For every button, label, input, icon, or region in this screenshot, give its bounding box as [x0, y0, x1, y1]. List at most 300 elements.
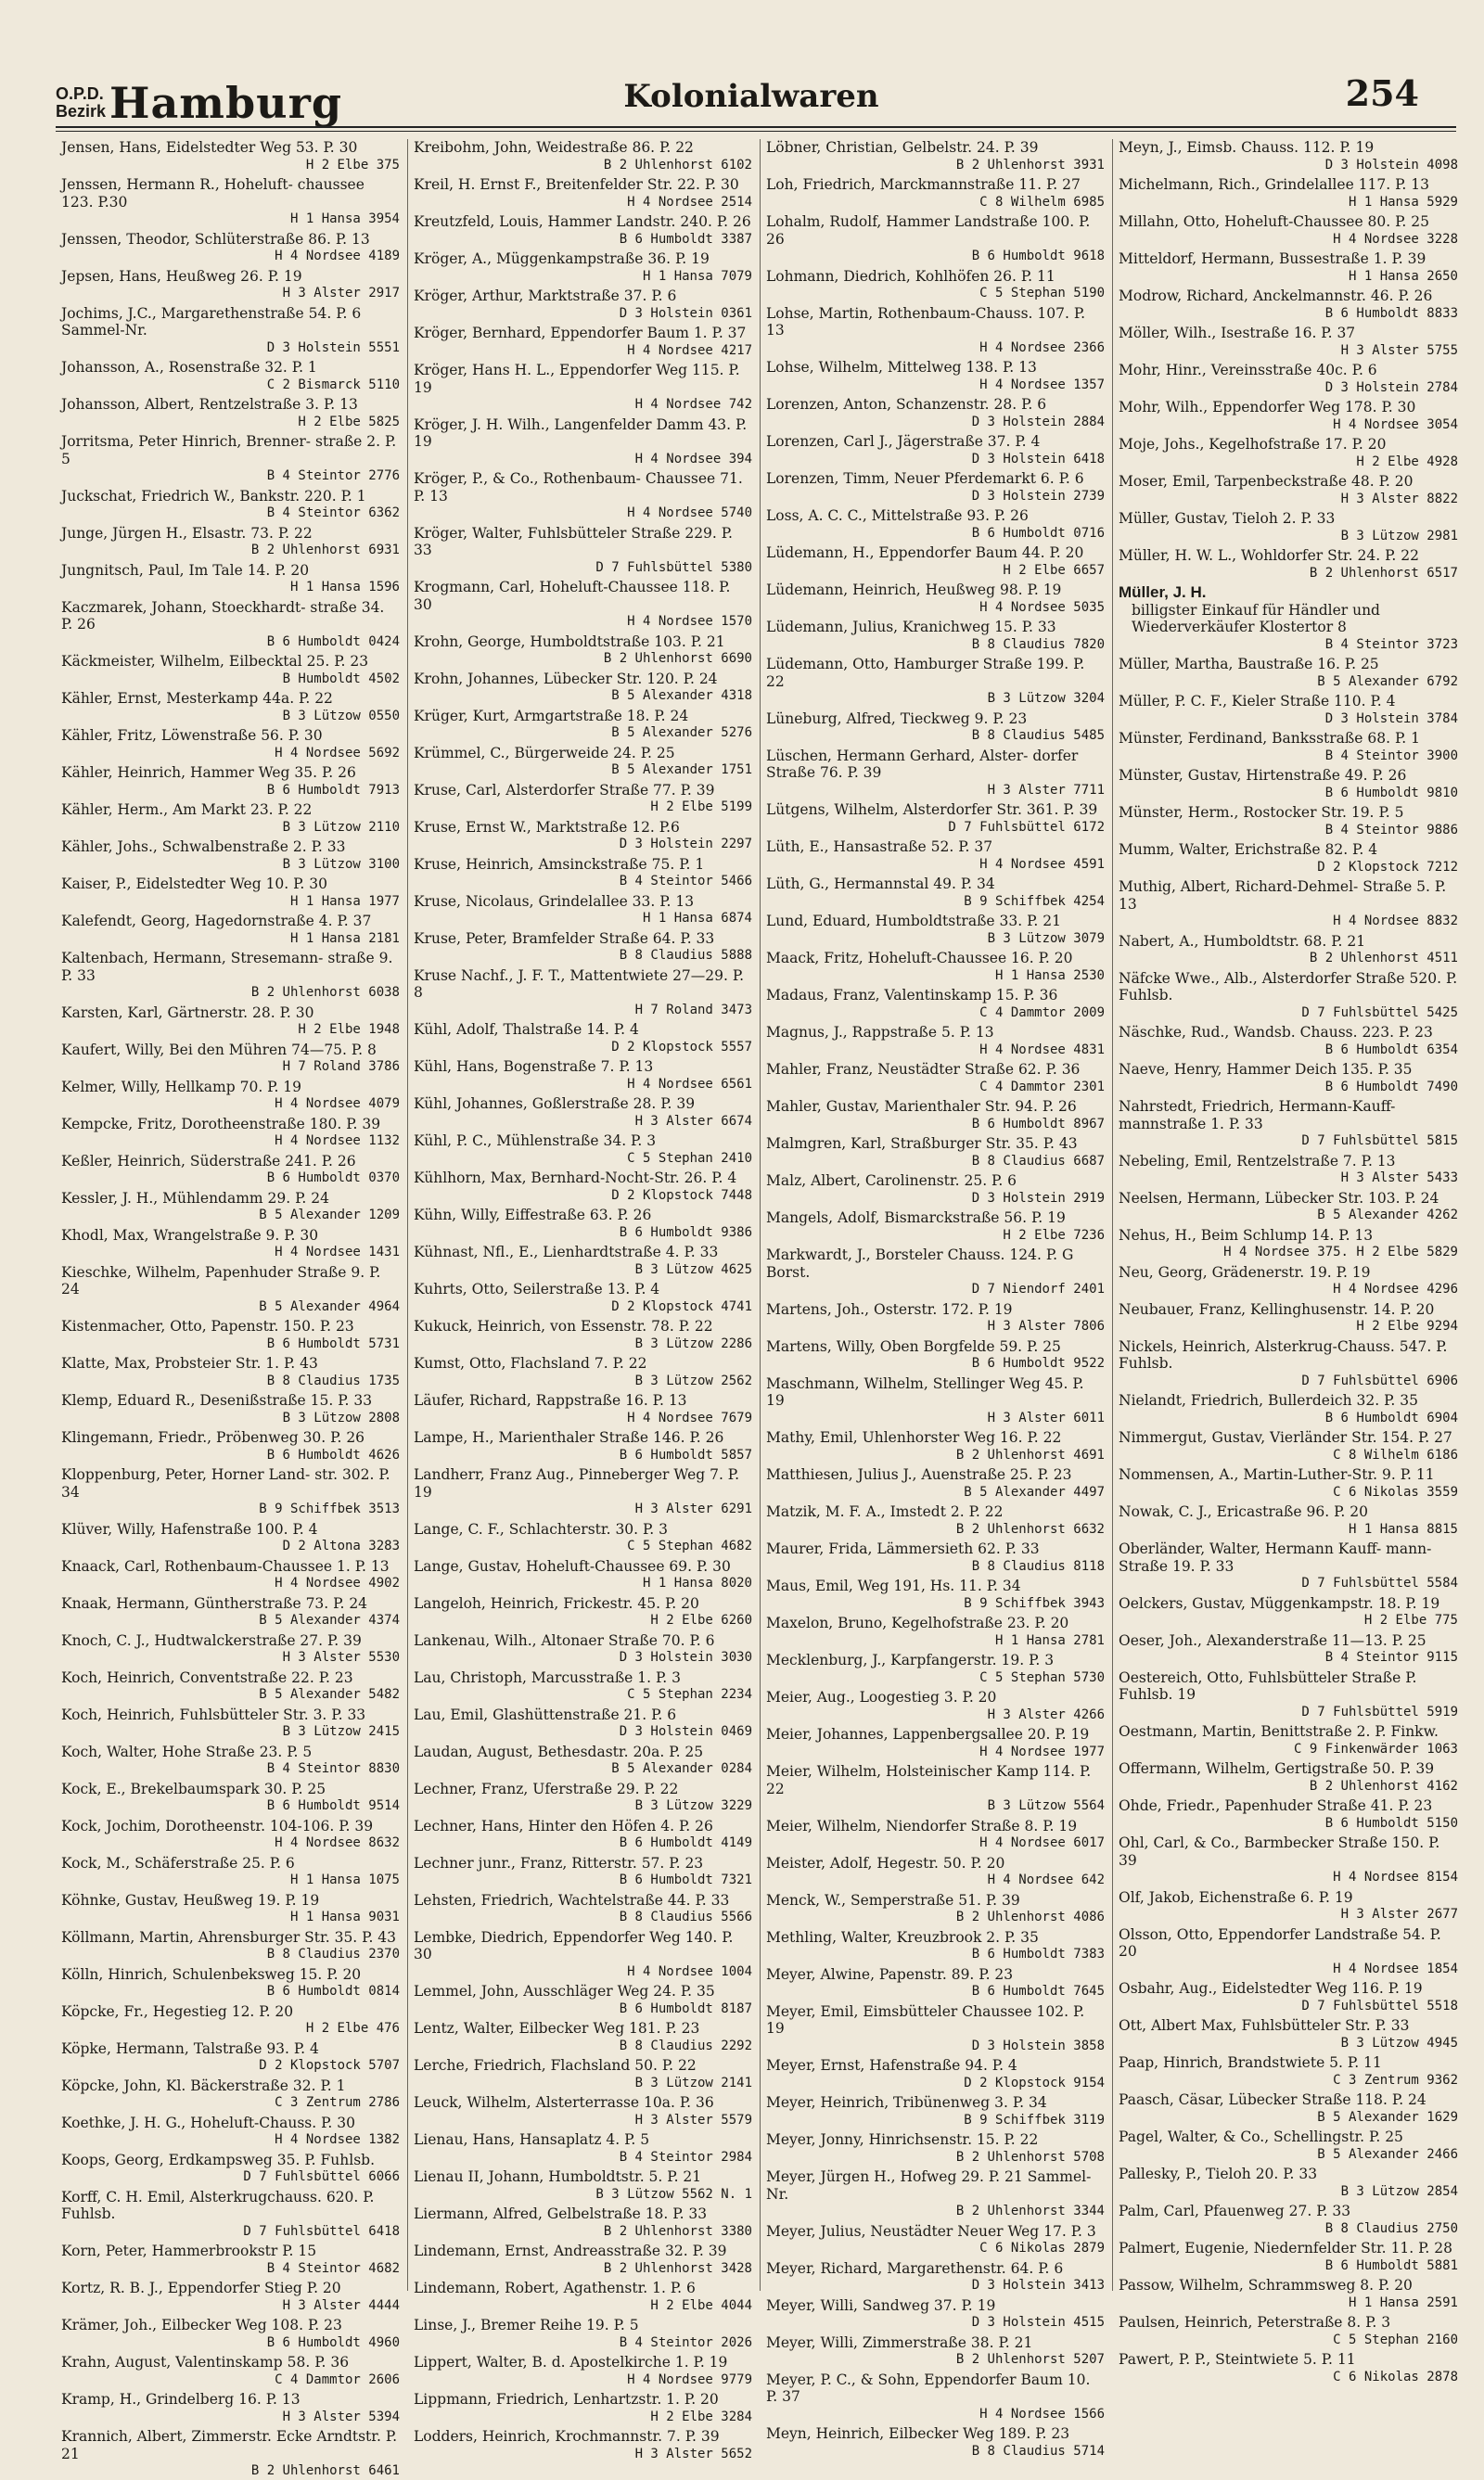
entry-name: Müller, J. H.: [1119, 583, 1207, 601]
entry-phone: H 4 Nordsee 642: [987, 1873, 1105, 1887]
entry-name: Mohr, Wilh., Eppendorfer Weg 178.: [1119, 399, 1377, 415]
entry-address: str. 302. P. 34: [61, 1466, 390, 1501]
entry-address: P. 25: [1395, 213, 1430, 230]
entry-name: Lorenzen, Anton, Schanzenstr. 28.: [766, 396, 1017, 413]
directory-entry: [766, 801, 1105, 836]
entry-name: Kortz, R. B. J., Eppendorfer Stieg: [61, 2280, 302, 2296]
entry-address: P. 19: [1388, 1980, 1423, 1997]
entry-address: P. 39: [692, 2243, 727, 2259]
directory-entry: [766, 2260, 1105, 2295]
entry-phone: B 3 Lützow 2286: [634, 1336, 752, 1351]
directory-entry: [414, 745, 752, 779]
entry-name: Lindemann, Ernst, Andreasstraße 32.: [414, 2243, 688, 2259]
entry-name: Neubauer, Franz, Kellinghusenstr.: [1119, 1300, 1369, 1318]
entry-phone: H 4 Nordsee 7679: [627, 1410, 752, 1425]
entry-name: Krümmel, C., Bürgerweide 24. P. 25: [414, 744, 675, 761]
entry-address: P. 34: [1012, 2094, 1047, 2111]
directory-entry: [61, 1707, 400, 1741]
entry-phone: B 8 Claudius 2750: [1324, 2220, 1458, 2236]
directory-entry: [414, 1281, 752, 1315]
entry-name: Kähler, Fritz, Löwenstraße 56. P. 30: [61, 727, 323, 744]
entry-name: Nehus, H., Beim Schlump 14. P. 13: [1119, 1226, 1374, 1244]
directory-entry: [414, 1392, 752, 1426]
entry-phone: B 4 Steintor 2776: [266, 468, 400, 483]
entry-name: Koch, Heinrich, Conventstraße 22.: [61, 1668, 314, 1686]
entry-name: Lippmann, Friedrich, Lenhartzstr. 1.: [414, 2391, 680, 2408]
entry-phone: B 2 Uhlenhorst 4162: [1309, 1778, 1458, 1794]
directory-entry: [61, 1466, 400, 1518]
entry-phone: B 4 Steintor 6362: [266, 505, 400, 520]
directory-entry: [414, 1318, 752, 1352]
directory-entry: [766, 1338, 1105, 1373]
directory-entry: [1119, 730, 1458, 764]
entry-phone: D 7 Fuhlsbüttel 6066: [243, 2169, 400, 2184]
entry-address: P. 20: [1378, 473, 1414, 490]
entry-address: 118. P. 30: [414, 579, 731, 613]
entry-name: Lohmann, Diedrich, Kohlhöfen 26.: [766, 267, 1017, 285]
directory-entry: [766, 913, 1105, 947]
directory-entry: [1119, 1834, 1458, 1886]
entry-address: 18. P. 19: [1377, 1594, 1440, 1612]
directory-entry: [414, 1983, 752, 2017]
entry-phone: B 3 Lützow 2854: [1340, 2183, 1458, 2199]
directory-entry: [61, 1744, 400, 1778]
directory-entry: [414, 1207, 752, 1241]
directory-entry: [414, 1095, 752, 1130]
entry-name: Markwardt, J., Borsteler Chauss. 124.: [766, 1246, 1042, 1263]
entry-phone: B 3 Lützow 5562 N. 1: [595, 2186, 752, 2202]
entry-phone: B 9 Schiffbek 4254: [964, 893, 1105, 909]
entry-name: Krogmann, Carl, Hoheluft-Chaussee: [414, 579, 678, 595]
entry-name: Kock, Jochim, Dorotheenstr. 104-106.: [61, 1817, 335, 1834]
entry-address: Baum 1. P. 37: [646, 325, 747, 341]
directory-entry: [766, 2094, 1105, 2128]
entry-address: P. 6: [1021, 396, 1047, 413]
entry-phone: B 5 Alexander 6792: [1317, 673, 1458, 689]
entry-name: Kähler, Herm., Am Markt 23. P. 22: [61, 801, 313, 818]
entry-phone: H 4 Nordsee 3228: [1333, 231, 1458, 247]
entry-phone: B 3 Lützow 3100: [282, 856, 400, 872]
directory-entry: [61, 876, 400, 910]
entry-name: Lüneburg, Alfred, Tieckweg 9. P. 23: [766, 709, 1028, 727]
entry-phone: H 3 Alster 5652: [634, 2446, 752, 2461]
entry-address: P. 20: [306, 2280, 341, 2296]
entry-address: P. 23: [308, 2317, 342, 2333]
entry-phone: H 4 Nordsee 1977: [979, 1744, 1105, 1759]
entry-phone: H 4 Nordsee 4217: [627, 342, 752, 358]
entry-phone: H 4 Nordsee 742: [634, 397, 752, 412]
entry-name: Lau, Christoph, Marcusstraße 1. P. 3: [414, 1668, 681, 1686]
entry-phone: H 4 Nordsee 375. H 2 Elbe 5829: [1223, 1245, 1458, 1259]
entry-phone: H 4 Nordsee 1132: [275, 1133, 400, 1148]
entry-phone: B 5 Alexander 1209: [259, 1208, 400, 1222]
entry-address: 547. P. Fuhlsb.: [1119, 1337, 1448, 1372]
directory-entry: [1119, 325, 1458, 359]
directory-entry: [766, 1892, 1105, 1926]
entry-phone: C 4 Dammtor 2009: [979, 1004, 1105, 1020]
entry-phone: H 1 Hansa 5929: [1348, 194, 1458, 210]
entry-address: P. 20: [684, 2391, 719, 2408]
entry-name: Meyn, J., Eimsb. Chauss. 112. P. 19: [1119, 139, 1375, 156]
entry-name: Mahler, Franz, Neustädter Straße 62.: [766, 1061, 1042, 1078]
entry-phone: B 2 Uhlenhorst 6461: [250, 2463, 400, 2478]
directory-entry: [1119, 1632, 1458, 1667]
entry-address: P. 22: [659, 139, 694, 156]
directory-entry: [766, 2297, 1105, 2332]
entry-name: Meyer, Emil, Eimsbütteler Chaussee: [766, 2002, 1032, 2020]
directory-entry: [414, 250, 752, 285]
entry-phone: B 3 Lützow 3229: [634, 1798, 752, 1813]
entry-name: Klingemann, Friedr., Pröbenweg 30.: [61, 1429, 326, 1446]
entry-name: Olf, Jakob, Eichenstraße 6. P. 19: [1119, 1888, 1353, 1906]
entry-address: 620. P. Fuhlsb.: [61, 2188, 375, 2222]
entry-name: Matthiesen, Julius J., Auenstraße 25.: [766, 1466, 1033, 1483]
directory-entry: [414, 2020, 752, 2054]
directory-entry: [414, 1892, 752, 1926]
entry-phone: D 7 Fuhlsbüttel 5584: [1301, 1576, 1458, 1591]
directory-entry: [766, 1689, 1105, 1723]
directory-entry: [766, 1503, 1105, 1538]
directory-entry: [414, 2391, 752, 2425]
entry-name: Kessler, J. H., Mühlendamm 29.: [61, 1189, 291, 1207]
directory-entry: [61, 1153, 400, 1187]
entry-name: Kock, E., Brekelbaumspark 30. P. 25: [61, 1780, 326, 1797]
directory-entry: [61, 396, 400, 430]
entry-name: Müller, P. C. F., Kieler Straße 110.: [1119, 693, 1366, 709]
directory-entry: [1119, 1466, 1458, 1501]
directory-entry: [1119, 288, 1458, 322]
directory-entry: [766, 1429, 1105, 1464]
entry-address: P. 23: [318, 1668, 353, 1686]
directory-entry: [766, 213, 1105, 265]
entry-name: Mumm, Walter, Erichstraße 82. P. 4: [1119, 841, 1378, 858]
entry-name: Kröger, Walter, Fuhlsbütteler Straße: [414, 524, 681, 542]
entry-phone: D 3 Holstein 3858: [971, 2038, 1105, 2053]
directory-entry: [1119, 1889, 1458, 1924]
entry-name: Lampe, H., Marienthaler Straße 146.: [414, 1429, 685, 1446]
directory-entry: [414, 325, 752, 359]
entry-phone: H 3 Alster 7711: [987, 782, 1105, 798]
directory-entry: [766, 1375, 1105, 1427]
directory-entry: [414, 1244, 752, 1278]
entry-name: Lienau II, Johann, Humboldtstr. 5.: [414, 2168, 663, 2185]
entry-phone: B 6 Humboldt 0716: [971, 525, 1105, 541]
entry-address: P. 33: [680, 929, 715, 947]
directory-entry: [61, 2040, 400, 2075]
directory-entry: [766, 507, 1105, 542]
directory-entry: [766, 876, 1105, 910]
entry-address: 100. P. 26: [766, 213, 1091, 248]
entry-address: P. 35: [680, 1983, 715, 2000]
directory-entry: [766, 2003, 1105, 2055]
entry-name: Madaus, Franz, Valentinskamp 15.: [766, 987, 1019, 1004]
entry-phone: B 6 Humboldt 8833: [1324, 305, 1458, 321]
directory-entry: [1119, 399, 1458, 433]
entry-name: Nabert, A., Humboldtstr. 68. P. 21: [1119, 932, 1366, 950]
entry-phone: C 4 Dammtor 2301: [979, 1079, 1105, 1094]
directory-entry: [61, 1892, 400, 1926]
entry-name: Neelsen, Hermann, Lübecker Str. 103.: [1119, 1189, 1401, 1207]
entry-phone: B 2 Uhlenhorst 3931: [955, 157, 1105, 173]
entry-phone: B 5 Alexander 5482: [259, 1687, 400, 1702]
entry-name: Martens, Joh., Osterstr. 172. P. 19: [766, 1300, 1013, 1318]
entry-address: P. 21: [690, 633, 725, 650]
directory-entry: [1119, 2351, 1458, 2385]
entry-address: P. 26: [321, 764, 356, 781]
entry-name: Köpke, Hermann, Talstraße 93. P. 4: [61, 2039, 319, 2057]
entry-name: Keßler, Heinrich, Süderstraße 241.: [61, 1152, 317, 1170]
entry-address: P. 33: [311, 838, 346, 855]
entry-phone: H 1 Hansa 9031: [289, 1910, 400, 1924]
entry-phone: D 3 Holstein 2919: [971, 1190, 1105, 1206]
entry-name: Oberländer, Walter, Hermann Kauff-: [1119, 1540, 1382, 1557]
entry-phone: H 3 Alster 2917: [282, 286, 400, 300]
entry-name: Krüger, Kurt, Armgartstraße 18.: [414, 707, 650, 724]
entry-name: Naeve, Henry, Hammer Deich 135.: [1119, 1061, 1374, 1078]
directory-entry: [61, 2280, 400, 2314]
entry-address: mann-Straße 19. P. 33: [1119, 1540, 1432, 1575]
entry-phone: B 6 Humboldt 9386: [619, 1224, 752, 1240]
directory-entry: [766, 359, 1105, 393]
directory-entry: [766, 1615, 1105, 1649]
directory-entry: [766, 1061, 1105, 1095]
entry-phone: D 7 Fuhlsbüttel 5425: [1301, 1004, 1458, 1020]
entry-phone: D 2 Klopstock 5557: [611, 1039, 752, 1055]
entry-address: Fuhlsb.: [320, 2151, 375, 2168]
entry-address: straße 2. P. 5: [61, 433, 397, 467]
entry-name: Kock, M., Schäferstraße 25. P. 6: [61, 1854, 295, 1872]
directory-entry: [766, 1818, 1105, 1852]
entry-phone: H 4 Nordsee 1004: [627, 1963, 752, 1979]
entry-phone: H 1 Hansa 1075: [289, 1873, 400, 1887]
entry-phone: D 2 Klopstock 5707: [259, 2058, 400, 2073]
directory-entry: [414, 2243, 752, 2277]
entry-name: Lechner junr., Franz, Ritterstr. 57.: [414, 1854, 665, 1872]
entry-phone: H 1 Hansa 2650: [1348, 268, 1458, 284]
entry-address: P. 24: [683, 670, 718, 687]
entry-name: Klüver, Willy, Hafenstraße 100. P. 4: [61, 1520, 318, 1538]
directory-entry: [1119, 1190, 1458, 1224]
directory-entry: [61, 1521, 400, 1555]
entry-name: Langeloh, Heinrich, Frickestr. 45.: [414, 1594, 661, 1612]
entry-name: Meyer, Richard, Margarethenstr. 64.: [766, 2259, 1034, 2277]
entry-name: Kähler, Ernst, Mesterkamp 44a. P. 22: [61, 690, 333, 707]
directory-entry: [414, 1707, 752, 1741]
entry-address: P. 36: [1045, 1061, 1081, 1078]
entry-name: Lange, C. F., Schlachterstr. 30. P. 3: [414, 1520, 669, 1538]
directory-entry: [1119, 970, 1458, 1022]
entry-phone: B 6 Humboldt 9522: [971, 1356, 1105, 1371]
entry-name: Leuck, Wilhelm, Alsterterrasse 10a.: [414, 2094, 675, 2111]
entry-phone: C 8 Wilhelm 6186: [1333, 1447, 1458, 1463]
directory-entry: [766, 2223, 1105, 2257]
entry-phone: H 4 Nordsee 6017: [979, 1835, 1105, 1850]
directory-entry: [414, 470, 752, 522]
directory-entry: [414, 2057, 752, 2091]
entry-name: Malz, Albert, Carolinenstr. 25. P. 6: [766, 1172, 1017, 1189]
entry-phone: B 6 Humboldt 8187: [619, 2001, 752, 2016]
entry-phone: H 4 Nordsee 3054: [1333, 416, 1458, 432]
entry-address: P. 26: [1372, 767, 1407, 784]
entry-phone: B 2 Uhlenhorst 6517: [1309, 565, 1458, 581]
directory-entry: [61, 1116, 400, 1150]
entry-name: Paulsen, Heinrich, Peterstraße 8.: [1119, 2314, 1362, 2331]
entry-phone: B 3 Lützow 2562: [634, 1373, 752, 1388]
entry-address: 44. P. 20: [1021, 544, 1084, 561]
entry-address: P. Finkw.: [1375, 1723, 1439, 1740]
entry-name: Mitteldorf, Hermann, Bussestraße 1.: [1119, 250, 1388, 267]
entry-address: P. 36: [679, 2094, 714, 2111]
entry-address: P. 26: [330, 1429, 365, 1446]
directory-entry: [766, 838, 1105, 873]
entry-name: Oestmann, Martin, Benittstraße 2.: [1119, 1723, 1371, 1740]
entry-name: Laudan, August, Bethesdastr. 20a.: [414, 1743, 665, 1760]
directory-entry: [61, 913, 400, 947]
entry-address: P. 19: [674, 250, 710, 267]
directory-entry: [1119, 1723, 1458, 1758]
entry-address: Damm 43. P. 19: [414, 415, 748, 450]
directory-entry: [766, 396, 1105, 430]
entry-name: Mahler, Gustav, Marienthaler Str. 94.: [766, 1098, 1038, 1115]
entry-name: Meier, Aug., Loogestieg 3. P. 20: [766, 1689, 997, 1706]
directory-entry: [1119, 2017, 1458, 2052]
directory-entry: [61, 2428, 400, 2480]
entry-phone: H 2 Elbe 7236: [1003, 1227, 1105, 1243]
entry-address: 54. P. 20: [1119, 1925, 1441, 1960]
entry-name: Meier, Johannes, Lappenbergsallee: [766, 1726, 1023, 1743]
category-title: Kolonialwaren: [623, 78, 879, 115]
directory-entry: [766, 1652, 1105, 1686]
entry-phone: H 3 Alster 6011: [987, 1410, 1105, 1425]
entry-name: Klemp, Eduard R., Desenißstraße 15.: [61, 1392, 334, 1409]
entry-name: Lienau, Hans, Hansaplatz 4. P. 5: [414, 2131, 650, 2148]
entry-name: Lau, Emil, Glashüttenstraße 21. P. 6: [414, 1706, 677, 1723]
entry-phone: D 2 Altona 3283: [282, 1539, 400, 1553]
entry-phone: H 4 Nordsee 4079: [275, 1096, 400, 1111]
entry-phone: B 3 Lützow 4625: [634, 1261, 752, 1277]
directory-entry: [61, 359, 400, 393]
entry-phone: H 4 Nordsee 1382: [275, 2132, 400, 2147]
entry-name: Kröger, A., Müggenkampstraße 36.: [414, 250, 671, 267]
entry-name: Müller, Gustav, Tieloh 2. P. 33: [1119, 510, 1336, 527]
entry-name: Käckmeister, Wilhelm, Eilbecktal 25.: [61, 653, 330, 670]
entry-name: Jenssen, Hermann R., Hoheluft-: [61, 176, 293, 193]
entry-address: Weg 115. P. 19: [414, 362, 740, 396]
entry-phone: C 5 Stephan 5730: [979, 1669, 1105, 1685]
entry-name: Lüdemann, Julius, Kranichweg 15.: [766, 619, 1017, 635]
entry-phone: B 6 Humboldt 5881: [1324, 2257, 1458, 2273]
directory-entry: [61, 562, 400, 596]
directory-entry: [766, 987, 1105, 1021]
entry-name: Malmgren, Karl, Straßburger Str. 35.: [766, 1135, 1039, 1152]
entry-name: Ott, Albert Max, Fuhlsbütteler Str.: [1119, 2017, 1371, 2034]
entry-phone: C 8 Wilhelm 6985: [979, 194, 1105, 210]
entry-phone: H 3 Alster 6674: [634, 1113, 752, 1129]
entry-name: Kruse, Ernst W., Marktstraße 12. P.6: [414, 818, 680, 836]
entry-phone: B 5 Alexander 5276: [611, 725, 752, 740]
entry-name: Kalefendt, Georg, Hagedornstraße 4.: [61, 913, 333, 929]
directory-entry: [61, 838, 400, 873]
entry-address: P. 23: [669, 1854, 704, 1872]
directory-entry: [766, 1098, 1105, 1132]
entry-phone: B 4 Steintor 5466: [619, 874, 752, 888]
directory-entry: [61, 1929, 400, 1963]
entry-address: P. 15: [282, 2243, 317, 2259]
entry-name: Millahn, Otto, Hoheluft-Chaussee 80.: [1119, 213, 1391, 230]
entry-name: Köhnke, Gustav, Heußweg 19. P. 19: [61, 1891, 320, 1909]
entry-address: P. 39: [1400, 1760, 1435, 1777]
entry-phone: B 5 Alexander 4964: [259, 1298, 400, 1314]
entry-name: Meyer, Alwine, Papenstr. 89. P. 23: [766, 1965, 1014, 1983]
city-title: Hamburg: [109, 78, 342, 128]
entry-address: 1. P. 13: [337, 1557, 390, 1575]
entry-name: Mangels, Adolf, Bismarckstraße 56.: [766, 1209, 1028, 1226]
entry-name: Modrow, Richard, Anckelmannstr. 46.: [1119, 288, 1394, 304]
entry-address: P. 36: [314, 2354, 350, 2371]
directory-entry: [1119, 2240, 1458, 2274]
entry-phone: B 8 Claudius 5714: [971, 2443, 1105, 2459]
directory-entry: [61, 268, 400, 302]
entry-phone: C 3 Zentrum 9362: [1333, 2072, 1458, 2088]
directory-entry: [61, 950, 400, 1002]
directory-entry: [1119, 1595, 1458, 1630]
entry-name: Maack, Fritz, Hoheluft-Chaussee 16.: [766, 950, 1034, 966]
entry-phone: D 3 Holstein 2884: [971, 414, 1105, 429]
entry-phone: H 2 Elbe 5825: [298, 414, 400, 429]
entry-phone: B 6 Humboldt 7321: [619, 1873, 752, 1887]
entry-name: Kelmer, Willy, Hellkamp 70. P. 19: [61, 1078, 302, 1095]
directory-entry: [1119, 1429, 1458, 1464]
entry-name: Meyer, Jürgen H., Hofweg 29. P. 21: [766, 2168, 1023, 2185]
directory-entry: [414, 2131, 752, 2166]
entry-address: P. 26: [679, 1817, 713, 1834]
entry-address: P. 20: [1034, 1615, 1069, 1631]
entry-address: 220. P. 1: [304, 487, 366, 505]
entry-phone: B 6 Humboldt 4626: [266, 1447, 400, 1463]
directory-entry: [414, 579, 752, 631]
entry-name: Jenssen, Theodor, Schlüterstraße 86.: [61, 230, 331, 248]
entry-name: Nimmergut, Gustav, Vierländer Str.: [1119, 1429, 1377, 1446]
entry-phone: H 1 Hansa 1977: [289, 893, 400, 909]
entry-phone: D 7 Fuhlsbüttel 6906: [1301, 1373, 1458, 1388]
directory-entry: [414, 1669, 752, 1704]
directory-entry: [766, 582, 1105, 616]
entry-address: 102. P. 19: [766, 2002, 1085, 2037]
entry-phone: H 2 Elbe 9294: [1356, 1319, 1458, 1334]
entry-phone: B 6 Humboldt 0370: [266, 1170, 400, 1185]
entry-address: 229. P. 33: [414, 524, 733, 558]
entry-phone: B 8 Claudius 2370: [266, 1947, 400, 1962]
directory-entry: [61, 2189, 400, 2241]
directory-entry: [61, 1558, 400, 1592]
entry-address: 114. P. 22: [766, 1763, 1092, 1797]
entry-name: Kühn, Willy, Eiffestraße 63. P. 26: [414, 1207, 652, 1223]
entry-name: Meier, Wilhelm, Niendorfer Straße 8.: [766, 1817, 1039, 1834]
directory-entry: [414, 2280, 752, 2314]
entry-address: P. Fuhlsb. 19: [1119, 1668, 1417, 1703]
entry-phone: D 7 Fuhlsbüttel 5380: [595, 559, 752, 575]
entry-phone: B Humboldt 4502: [282, 671, 400, 686]
entry-phone: H 1 Hansa 6874: [642, 911, 752, 926]
entry-phone: H 4 Nordsee 8632: [275, 1835, 400, 1850]
entry-address: P. 23: [334, 653, 369, 670]
entry-phone: H 4 Nordsee 4591: [979, 856, 1105, 872]
entry-address: P. 30: [1381, 399, 1416, 415]
entry-phone: B 6 Humboldt 6904: [1324, 1410, 1458, 1425]
entry-name: Münster, Herm., Rostocker Str. 19.: [1119, 804, 1375, 821]
entry-address: Chaussee 71. P. 13: [414, 470, 743, 505]
entry-phone: B 5 Alexander 0284: [611, 1761, 752, 1776]
